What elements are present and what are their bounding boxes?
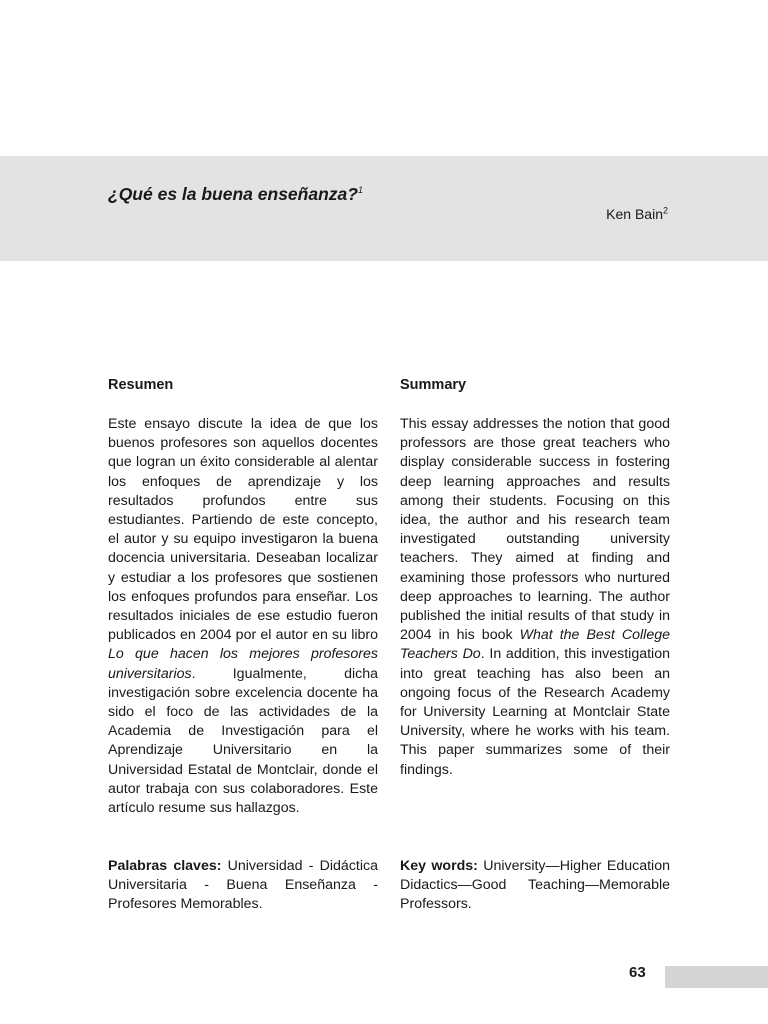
resumen-heading: Resumen	[108, 377, 174, 393]
summary-heading: Summary	[400, 377, 467, 393]
page-tab-decoration	[665, 966, 768, 988]
resumen-column	[108, 376, 378, 915]
summary-keywords-label: Key words:	[400, 858, 478, 874]
resumen-book-title: Lo que hacen los mejores profesores universitarios	[108, 646, 378, 682]
author-name	[606, 206, 668, 222]
author-name-text: Ken Bain	[606, 206, 663, 222]
article-title-text: ¿Qué es la buena enseñanza?	[108, 184, 358, 204]
resumen-text-1: Este ensayo discute la idea de que los buenos profesores son aquellos docentes que logran un éxito considerable al alentar los enfoques de aprendizaje y los resultados profundos entre sus estudiantes. Partiendo de este concepto, el autor y su equipo investigaron la buena docencia universitaria. Deseaban localizar y estudiar a los profesores que sostienen los enfoques profundos para enseñar. Los resultados iniciales de ese estudio fueron publicados en 2004 por el autor en su libro	[108, 416, 378, 644]
summary-column	[400, 376, 670, 915]
resumen-text-2: . Igualmente, dicha investigación sobre excelencia docente ha sido el foco de las actividades de la Academia de Investigación para el Aprendizaje Universitario en la Universidad Estatal de Montclair, donde el autor trabaja con sus colaboradores. Este artículo resume sus hallazgos.	[108, 665, 378, 817]
author-footnote-marker[interactable]: 2	[662, 205, 668, 216]
summary-text-2: . In addition, this investigation into great teaching has also been an ongoing focus of the Research Academy for University Learning at Montclair State University, where he works with his team. This paper summarizes some of their findings.	[400, 646, 670, 778]
resumen-keywords-text: Universidad - Didáctica Universitaria - Buena Enseñanza - Profesores Memorables.	[108, 858, 378, 913]
resumen-keywords	[108, 857, 378, 915]
summary-text-1: This essay addresses the notion that good professors are those great teachers who display considerable success in fostering deep learning approaches and results among their students. Focusing on this idea, the author and his research team investigated outstanding university teachers. They aimed at finding and examining those professors who nurtured deep approaches to learning. The author published the initial results of that study in 2004 in his book	[400, 416, 670, 644]
summary-body	[400, 415, 670, 857]
resumen-keywords-label: Palabras claves:	[108, 858, 222, 874]
title-footnote-marker[interactable]: 1	[357, 185, 363, 196]
page-number: 63	[629, 964, 646, 981]
resumen-body	[108, 415, 378, 857]
summary-keywords-text: University—Higher Education Didactics—Good Teaching—Memorable Professors.	[400, 858, 670, 913]
summary-keywords	[400, 857, 670, 915]
article-title	[108, 184, 363, 205]
summary-book-title: What the Best College Teachers Do	[400, 627, 670, 663]
